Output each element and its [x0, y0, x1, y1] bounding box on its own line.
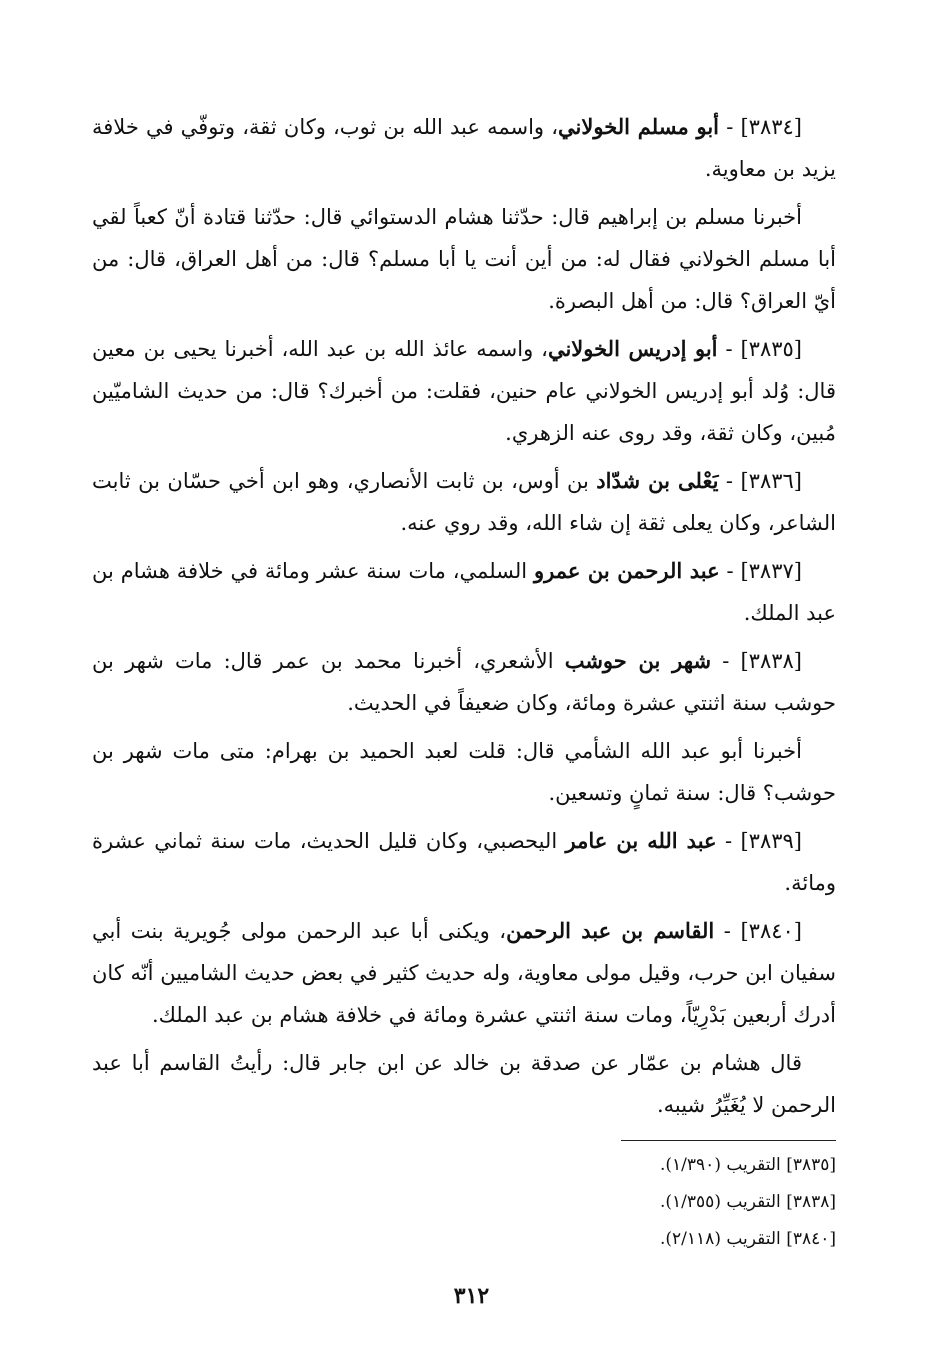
entry-3839: [٣٨٣٩] - عبد الله بن عامر اليحصبي، وكان قليل الحديث، مات سنة ثماني عشرة ومائة. [92, 828, 836, 895]
entry-number: [٣٨٣٥] [740, 337, 802, 361]
entry-3840: [٣٨٤٠] - القاسم بن عبد الرحمن، ويكنى أبا عبد الرحمن مولى جُويرية بنت أبي سفيان ابن حرب، وقيل مولى معاوية، وله حديث كثير في بعض حديث الشاميين أنّه كان أدرك أربعين بَدْرِيّاً، ومات سنة اثنتي عشرة ومائة في خلافة هشام بن عبد الملك. [92, 918, 836, 1027]
entry-name: شهر بن حوشب [564, 648, 712, 673]
entry-text: السلمي، مات سنة عشر ومائة في خلافة هشام بن عبد الملك. [92, 559, 836, 625]
entry-number: [٣٨٣٦] [740, 469, 802, 493]
page-number: ٣١٢ [453, 1283, 490, 1309]
paragraph: أخبرنا مسلم بن إبراهيم قال: حدّثنا هشام الدستوائي قال: حدّثنا قتادة أنّ كعباً لقي أبا مسلم الخولاني فقال له: من أين أنت يا أبا مسلم؟ قال: من أهل العراق، قال: من أيّ العراق؟ قال: من أهل البصرة. [92, 205, 836, 313]
entry-3837: [٣٨٣٧] - عبد الرحمن بن عمرو السلمي، مات سنة عشر ومائة في خلافة هشام بن عبد الملك. [92, 558, 836, 625]
entry-name: عبد الرحمن بن عمرو [534, 558, 720, 583]
body-text [92, 106, 836, 1126]
entry-text: ، ويكنى أبا عبد الرحمن مولى جُويرية بنت أبي سفيان ابن حرب، وقيل مولى معاوية، وله حديث كثير في بعض حديث الشاميين أنّه كان أدرك أربعين بَدْرِيّاً، ومات سنة اثنتي عشرة ومائة في خلافة هشام بن عبد الملك. [92, 919, 836, 1027]
entry-3834: [٣٨٣٤] - أبو مسلم الخولاني، واسمه عبد الله بن ثوب، وكان ثقة، وتوفّي في خلافة يزيد بن معاوية. [92, 114, 836, 181]
entry-name: يَعْلى بن شدّاد [596, 468, 719, 493]
entry-name: أبو إدريس الخولاني [547, 336, 718, 361]
entry-name: القاسم بن عبد الرحمن [506, 918, 715, 943]
entry-text: ، واسمه عائذ الله بن عبد الله، أخبرنا يحيى بن معين قال: وُلد أبو إدريس الخولاني عام حنين، فقلت: من أخبرك؟ قال: من حديث الشاميّين مُبين، وكان ثقة، وقد روى عنه الزهري. [92, 337, 836, 445]
footnote-divider [621, 1140, 836, 1141]
footnote: [٣٨٣٨] التقريب (١/٣٥٥). [660, 1192, 836, 1212]
footnote: [٣٨٤٠] التقريب (٢/١١٨). [660, 1229, 836, 1249]
entry-text: اليحصبي، وكان قليل الحديث، مات سنة ثماني عشرة ومائة. [92, 829, 836, 895]
entry-name: عبد الله بن عامر [565, 828, 717, 853]
entry-number: [٣٨٣٩] [740, 829, 802, 853]
entry-number: [٣٨٣٨] [740, 649, 802, 673]
entry-number: [٣٨٣٤] [740, 115, 802, 139]
entry-text: ، واسمه عبد الله بن ثوب، وكان ثقة، وتوفّي في خلافة يزيد بن معاوية. [92, 115, 836, 181]
paragraph: أخبرنا أبو عبد الله الشأمي قال: قلت لعبد الحميد بن بهرام: متى مات شهر بن حوشب؟ قال: سنة ثمانٍ وتسعين. [92, 739, 836, 805]
footnote: [٣٨٣٥] التقريب (١/٣٩٠). [660, 1155, 836, 1175]
entry-3838: [٣٨٣٨] - شهر بن حوشب الأشعري، أخبرنا محمد بن عمر قال: مات شهر بن حوشب سنة اثنتي عشرة ومائة، وكان ضعيفاً في الحديث. [92, 648, 836, 715]
entry-text: بن أوس، بن ثابت الأنصاري، وهو ابن أخي حسّان بن ثابت الشاعر، وكان يعلى ثقة إن شاء الله، وقد روي عنه. [92, 469, 836, 535]
entry-name: أبو مسلم الخولاني [558, 114, 720, 139]
entry-3835: [٣٨٣٥] - أبو إدريس الخولاني، واسمه عائذ الله بن عبد الله، أخبرنا يحيى بن معين قال: وُلد أبو إدريس الخولاني عام حنين، فقلت: من أخبرك؟ قال: من حديث الشاميّين مُبين، وكان ثقة، وقد روى عنه الزهري. [92, 336, 836, 445]
entry-text: الأشعري، أخبرنا محمد بن عمر قال: مات شهر بن حوشب سنة اثنتي عشرة ومائة، وكان ضعيفاً في الحديث. [92, 649, 836, 715]
entry-number: [٣٨٣٧] [740, 559, 802, 583]
footnotes [92, 1147, 836, 1258]
entry-number: [٣٨٤٠] [740, 919, 802, 943]
entry-3836: [٣٨٣٦] - يَعْلى بن شدّاد بن أوس، بن ثابت الأنصاري، وهو ابن أخي حسّان بن ثابت الشاعر، وكان يعلى ثقة إن شاء الله، وقد روي عنه. [92, 468, 836, 535]
paragraph: قال هشام بن عمّار عن صدقة بن خالد عن ابن جابر قال: رأيتُ القاسم أبا عبد الرحمن لا يُغَيِّرُ شيبه. [92, 1051, 836, 1117]
